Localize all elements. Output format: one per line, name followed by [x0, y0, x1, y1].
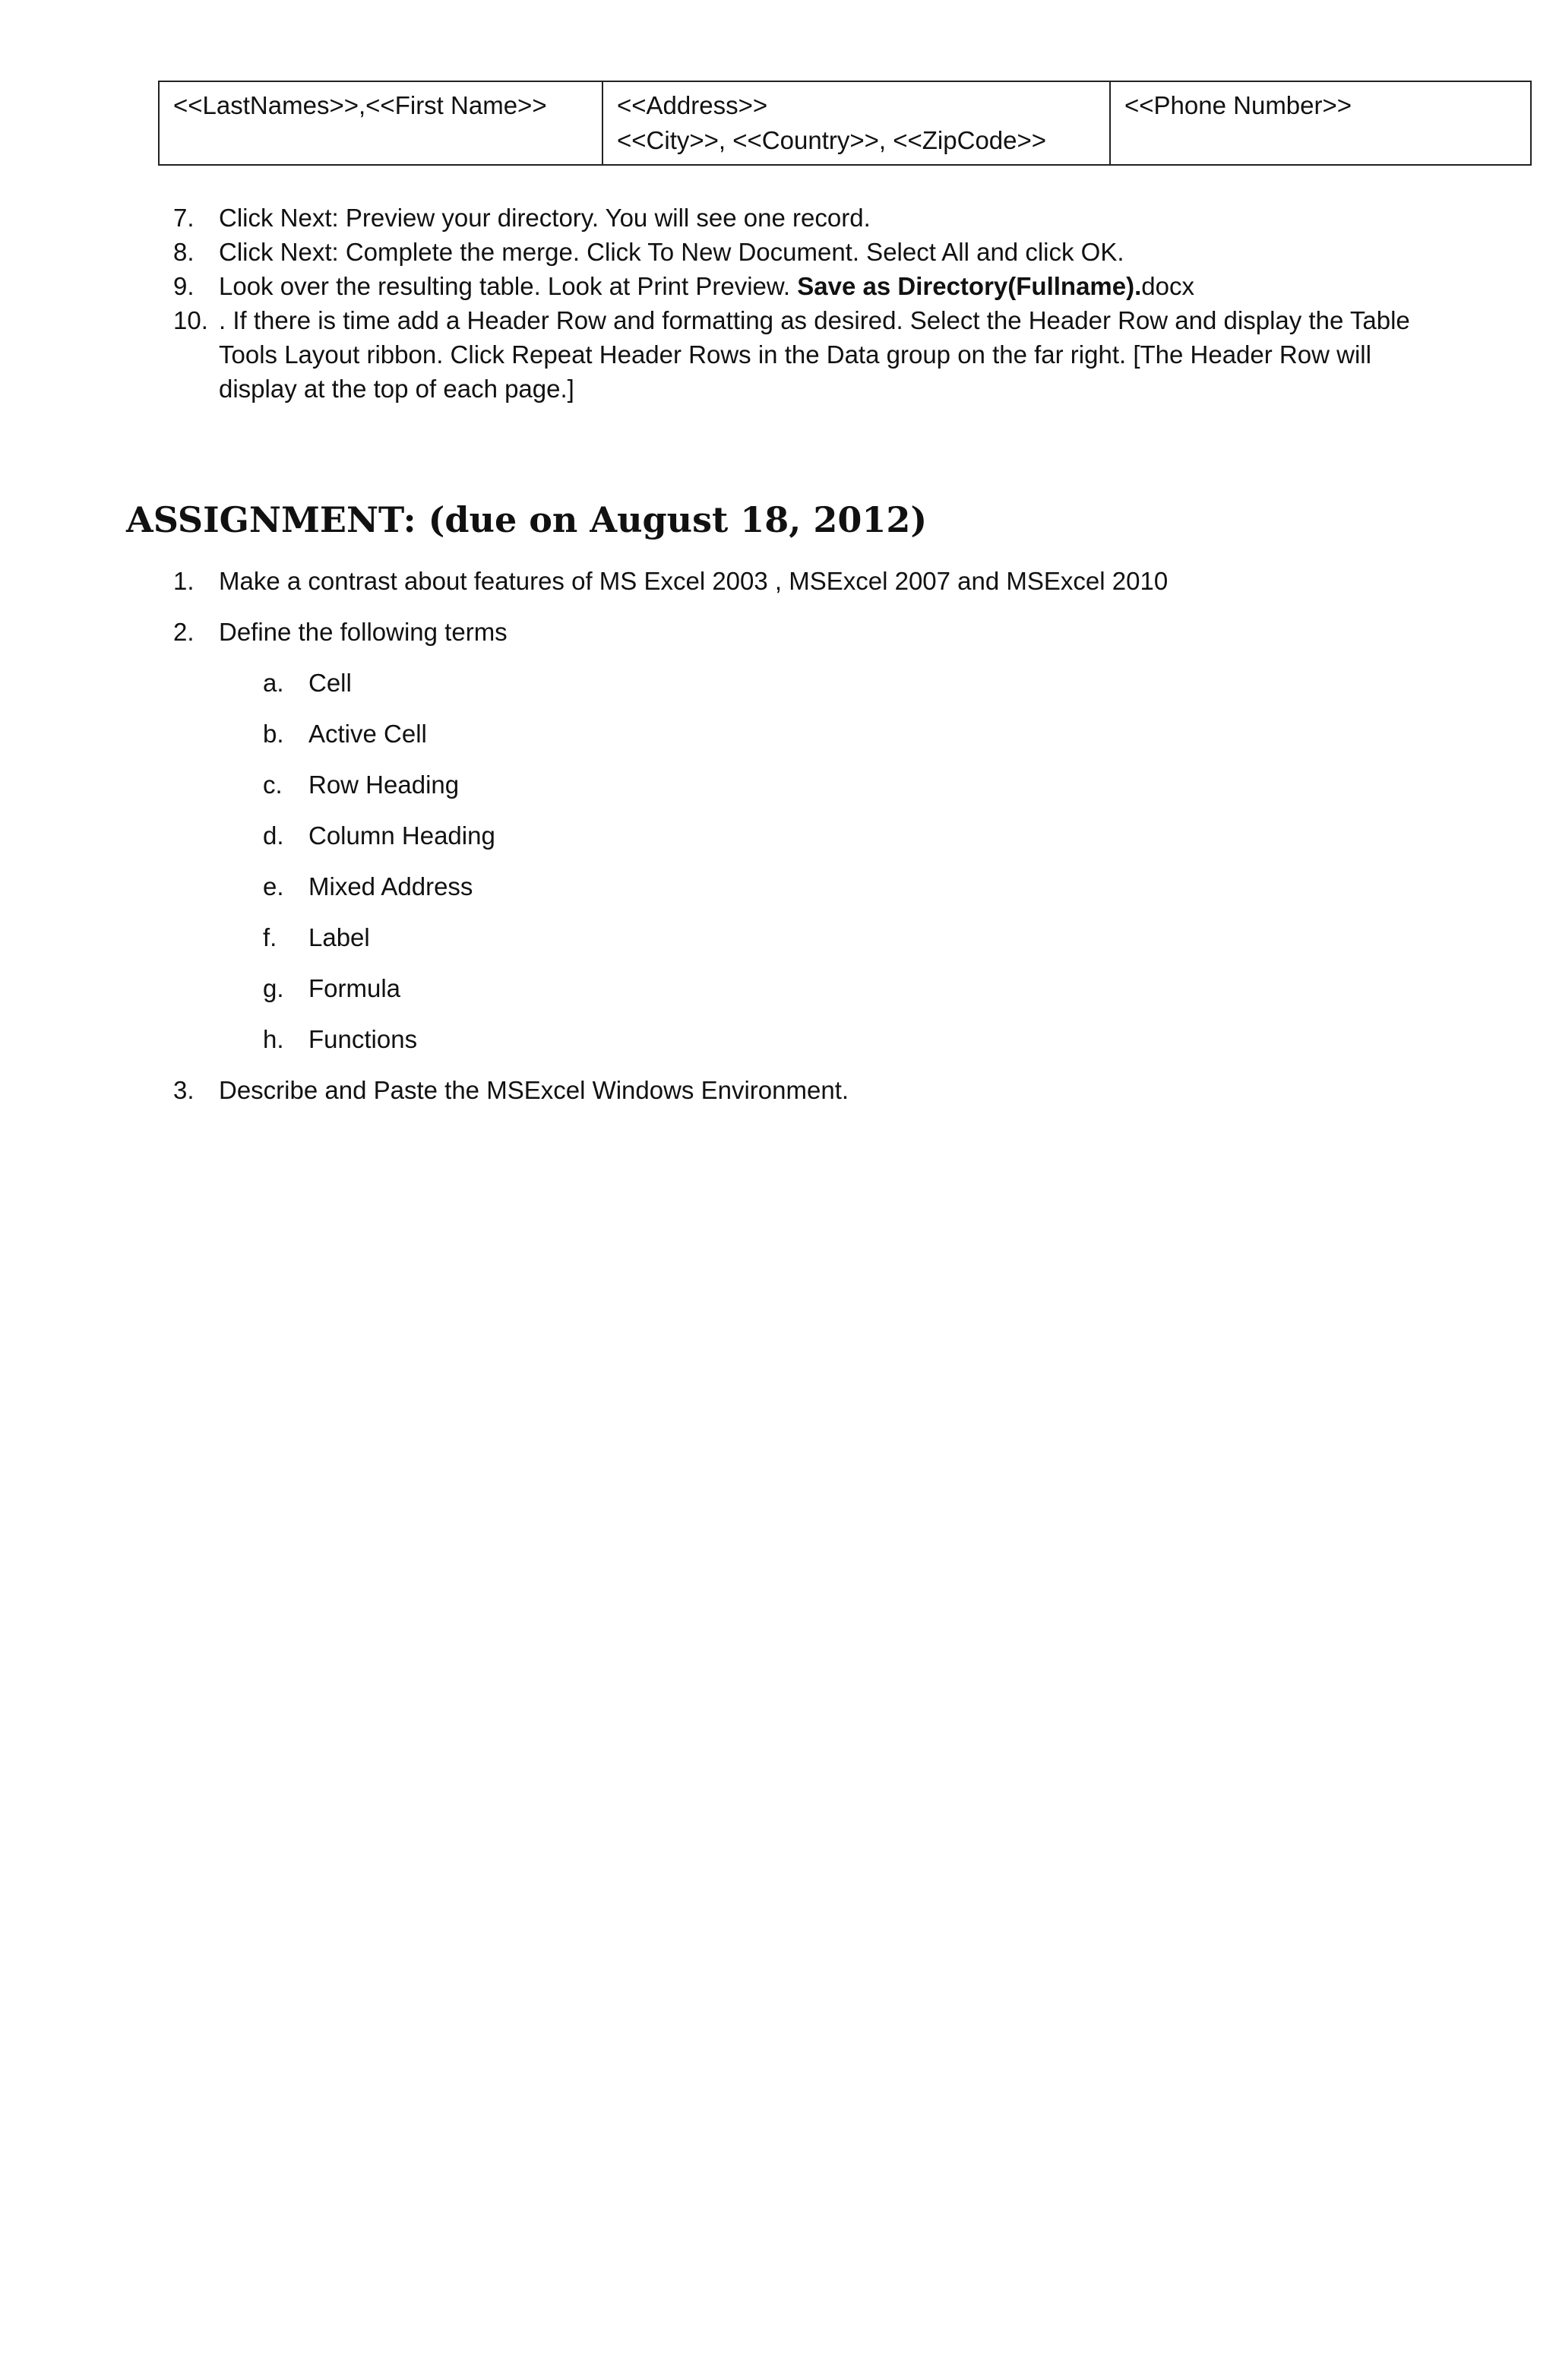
- term-letter: b.: [263, 720, 284, 748]
- assignment-heading: ASSIGNMENT: (due on August 18, 2012): [126, 499, 928, 540]
- address-field-line-1: <<Address>>: [617, 91, 768, 119]
- step-9: [173, 269, 1450, 303]
- step-number: 8.: [173, 238, 194, 266]
- item-number: 3.: [173, 1076, 194, 1104]
- term-text: Row Heading: [308, 771, 460, 799]
- term-text: Column Heading: [308, 821, 495, 850]
- instruction-steps: [173, 201, 1450, 406]
- step-8: [173, 235, 1450, 269]
- term-letter: e.: [263, 872, 284, 900]
- phone-field-text: <<Phone Number>>: [1124, 91, 1352, 119]
- item-text: Describe and Paste the MSExcel Windows Environment.: [219, 1076, 849, 1104]
- term-letter: c.: [263, 771, 283, 799]
- term-text: Label: [308, 923, 370, 951]
- address-field-line-2: <<City>>, <<Country>>, <<ZipCode>>: [617, 126, 1047, 154]
- step-text-suffix: docx: [1141, 272, 1194, 300]
- item-text: Make a contrast about features of MS Excel 2003 , MSExcel 2007 and MSExcel 2010: [219, 567, 1169, 595]
- step-text: Click Next: Complete the merge. Click To New Document. Select All and click OK.: [219, 238, 1124, 266]
- step-text-bold: Save as Directory(Fullname).: [797, 272, 1142, 300]
- merge-fields-table: [158, 81, 1532, 166]
- terms-list: [263, 666, 1450, 1057]
- term-letter: a.: [263, 669, 284, 697]
- step-text: [219, 269, 1450, 303]
- term-text: Mixed Address: [308, 872, 473, 900]
- term-item: [263, 869, 1450, 904]
- step-text-plain: Look over the resulting table. Look at Print Preview.: [219, 272, 798, 300]
- step-number: 7.: [173, 204, 194, 232]
- step-number: 10.: [173, 306, 208, 334]
- term-item: [263, 1022, 1450, 1057]
- item-text: Define the following terms: [219, 618, 508, 646]
- term-text: Functions: [308, 1025, 418, 1053]
- step-number: 9.: [173, 272, 194, 300]
- term-letter: g.: [263, 974, 284, 1002]
- term-item: [263, 920, 1450, 955]
- name-field-cell: [159, 81, 602, 165]
- term-text: Formula: [308, 974, 401, 1002]
- name-field-text: <<LastNames>>,<<First Name>>: [173, 91, 547, 119]
- assignment-list: [173, 564, 1450, 1124]
- step-text: . If there is time add a Header Row and formatting as desired. Select the Header Row and display the Table Tools Layout ribbon. Click Repeat Header Rows in the Data group on the far right. [The Header Row will display at the top of each page.]: [219, 306, 1410, 403]
- term-item: [263, 767, 1450, 802]
- assignment-item-2: [173, 615, 1450, 650]
- term-text: Active Cell: [308, 720, 427, 748]
- table-row: [159, 81, 1531, 165]
- phone-field-cell: [1110, 81, 1531, 165]
- term-letter: f.: [263, 923, 277, 951]
- assignment-item-1: [173, 564, 1450, 599]
- term-text: Cell: [308, 669, 352, 697]
- term-item: [263, 666, 1450, 701]
- step-7: [173, 201, 1450, 235]
- address-field-cell: [602, 81, 1110, 165]
- item-number: 1.: [173, 567, 194, 595]
- term-item: [263, 971, 1450, 1006]
- term-item: [263, 818, 1450, 853]
- item-number: 2.: [173, 618, 194, 646]
- term-letter: d.: [263, 821, 284, 850]
- term-letter: h.: [263, 1025, 284, 1053]
- term-item: [263, 717, 1450, 752]
- assignment-item-3: [173, 1073, 1450, 1108]
- step-10: [173, 303, 1450, 406]
- step-text: Click Next: Preview your directory. You will see one record.: [219, 204, 871, 232]
